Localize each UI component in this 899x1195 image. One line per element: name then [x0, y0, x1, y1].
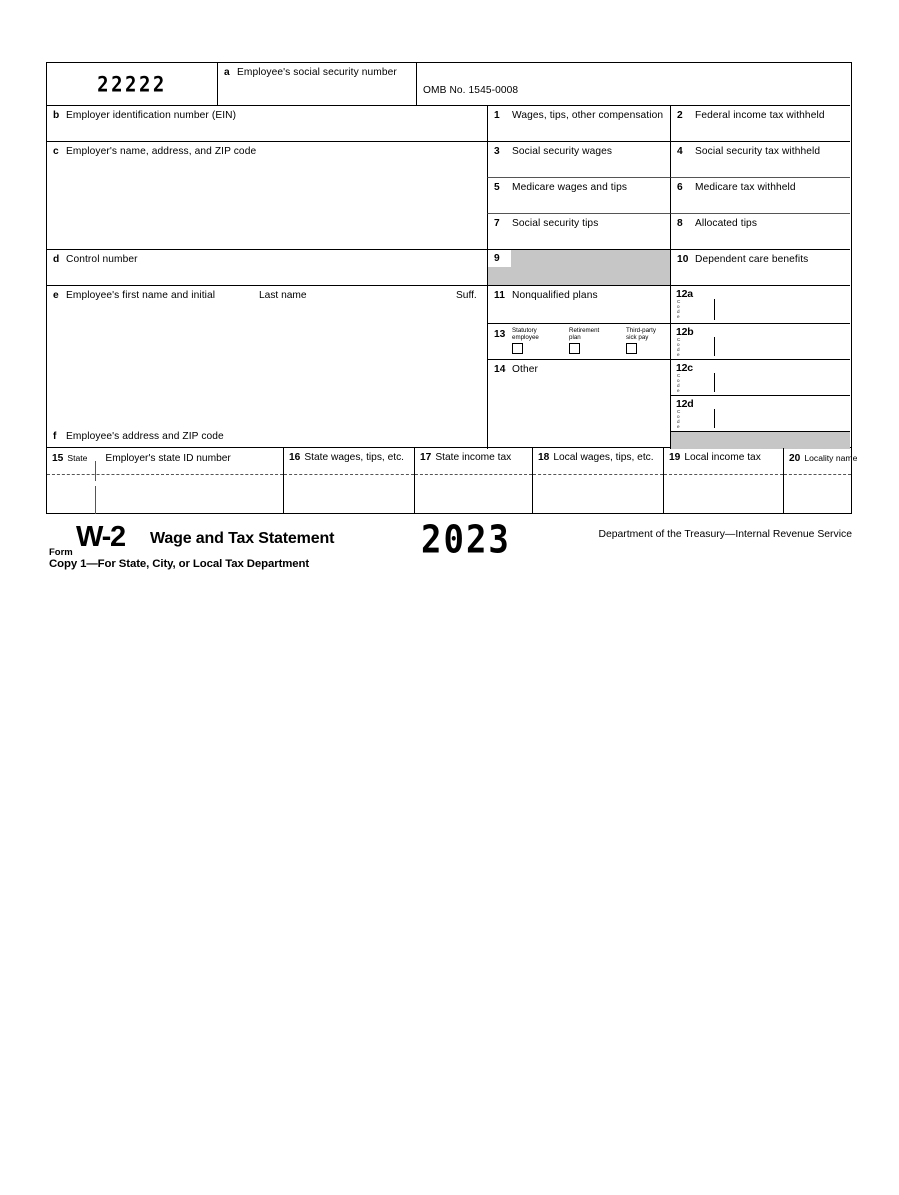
box-2-key: 2 — [677, 110, 683, 121]
code-letter-o: o — [677, 303, 680, 309]
box-19-dashed-divider — [664, 474, 783, 475]
box-8-allocated-tips[interactable] — [670, 213, 850, 249]
box-11-nonqualified-plans[interactable] — [487, 285, 670, 323]
box-6-key: 6 — [677, 182, 683, 193]
box-5-label: Medicare wages and tips — [512, 182, 628, 193]
box-4-label: Social security tax withheld — [695, 146, 821, 157]
box-e-last-name-label: Last name — [259, 290, 307, 301]
box-12a[interactable] — [670, 285, 850, 323]
third-party-sick-pay-line2: sick pay — [626, 334, 649, 341]
box-10-key: 10 — [677, 254, 689, 265]
code-letter-o: o — [677, 377, 680, 383]
box-18-label: Local wages, tips, etc. — [553, 452, 654, 463]
box-16-dashed-divider — [284, 474, 414, 475]
box-4-key: 4 — [677, 146, 683, 157]
box-e-suffix-label: Suff. — [456, 290, 477, 301]
form-number-w2: W-2 — [76, 521, 125, 553]
box-c-key: c — [53, 146, 59, 157]
box-15-key: 15 — [52, 453, 64, 464]
retirement-plan-checkbox[interactable] — [569, 343, 580, 354]
box-1-key: 1 — [494, 110, 500, 121]
retirement-plan-line1: Retirement — [569, 327, 600, 334]
box-19-label: Local income tax — [684, 452, 761, 463]
code-letter-e: e — [677, 313, 680, 319]
third-party-sick-pay-checkbox[interactable] — [626, 343, 637, 354]
box-14-other[interactable] — [487, 359, 670, 449]
box-12a-divider — [714, 299, 715, 320]
box-9-key: 9 — [494, 253, 500, 264]
code-letter-o: o — [677, 413, 680, 419]
w2-form-grid — [46, 62, 852, 448]
code-letter-d: d — [677, 308, 680, 314]
box-f-employee-address[interactable] — [47, 425, 487, 449]
box-6-medicare-tax[interactable] — [670, 177, 850, 213]
box-d-label: Control number — [66, 254, 138, 265]
box-15-employer-state-id-label: Employer's state ID number — [105, 453, 231, 464]
box-16-label: State wages, tips, etc. — [304, 452, 405, 463]
box-18-dashed-divider — [533, 474, 663, 475]
box-b-key: b — [53, 110, 60, 121]
box-10-dependent-care[interactable] — [670, 249, 850, 285]
form-title: Wage and Tax Statement — [150, 530, 335, 547]
copy-designation: Copy 1—For State, City, or Local Tax Department — [49, 558, 310, 570]
agency-line: Department of the Treasury—Internal Revenue Service — [598, 529, 852, 540]
box-12b-divider — [714, 337, 715, 356]
form-word-label: Form — [49, 547, 73, 558]
box-20-key: 20 — [789, 453, 801, 464]
box-17-key: 17 — [420, 452, 432, 463]
box-12b-code-stack — [677, 338, 680, 358]
box-c-employer[interactable] — [47, 141, 487, 249]
box-14-key: 14 — [494, 364, 506, 375]
box-12a-code-stack — [677, 300, 680, 320]
box-6-label: Medicare tax withheld — [695, 182, 796, 193]
box-8-key: 8 — [677, 218, 683, 229]
box-1-label: Wages, tips, other compensation — [512, 110, 664, 121]
box-7-label: Social security tips — [512, 218, 599, 229]
box-13-checkboxes — [487, 323, 670, 359]
box-1-wages[interactable] — [487, 105, 670, 141]
box-20-label: Locality name — [804, 453, 858, 463]
code-letter-e: e — [677, 423, 680, 429]
box-11-key: 11 — [494, 290, 505, 301]
checkbox-group-statutory-employee[interactable] — [512, 327, 539, 354]
box-f-key: f — [53, 431, 57, 442]
code-letter-e: e — [677, 351, 680, 357]
control-digits-cell — [47, 63, 217, 105]
box-19-local-income-tax[interactable] — [663, 448, 783, 513]
box-12c[interactable] — [670, 359, 850, 395]
statutory-employee-line2: employee — [512, 334, 539, 341]
box-15-dashed-divider — [47, 474, 283, 475]
box-16-state-wages[interactable] — [283, 448, 414, 513]
statutory-employee-checkbox[interactable] — [512, 343, 523, 354]
box-12c-code-stack — [677, 374, 680, 394]
box-b-label: Employer identification number (EIN) — [66, 110, 237, 121]
box-18-local-wages[interactable] — [532, 448, 663, 513]
box-12b-key: 12b — [676, 326, 694, 338]
box-3-key: 3 — [494, 146, 500, 157]
box-7-ss-tips[interactable] — [487, 213, 670, 249]
box-15-state[interactable] — [47, 448, 283, 513]
retirement-plan-line2: plan — [569, 334, 581, 341]
box-12b[interactable] — [670, 323, 850, 359]
box-19-key: 19 — [669, 452, 681, 463]
box-20-dashed-divider — [784, 474, 851, 475]
box-10-label: Dependent care benefits — [695, 254, 809, 265]
box-12d[interactable] — [670, 395, 850, 431]
code-letter-d: d — [677, 418, 680, 424]
code-letter-c: C — [677, 337, 681, 342]
box-12c-divider — [714, 373, 715, 392]
box-d-control-number[interactable] — [47, 249, 487, 285]
box-15-label: State — [67, 453, 88, 463]
box-17-label: State income tax — [435, 452, 512, 463]
box-e-employee-name[interactable] — [47, 285, 487, 425]
box-7-key: 7 — [494, 218, 500, 229]
box-2-label: Federal income tax withheld — [695, 110, 825, 121]
box-5-key: 5 — [494, 182, 500, 193]
omb-cell — [417, 63, 850, 105]
code-letter-c: C — [677, 299, 681, 304]
box-12a-key: 12a — [676, 288, 693, 300]
box-3-label: Social security wages — [512, 146, 613, 157]
code-letter-o: o — [677, 341, 680, 347]
box-14-label: Other — [512, 364, 538, 375]
box-12d-divider — [714, 409, 715, 428]
box-a-ssn[interactable] — [217, 63, 417, 105]
box-9-shaded — [487, 249, 670, 285]
box-e-label: Employee's first name and initial — [66, 290, 216, 301]
box-d-key: d — [53, 254, 60, 265]
box-13-key: 13 — [494, 329, 506, 340]
box-8-label: Allocated tips — [695, 218, 758, 229]
state-local-row — [46, 448, 858, 514]
statutory-employee-line1: Statutory — [512, 327, 537, 334]
box-b-ein[interactable] — [47, 105, 487, 141]
box-15-state-tick-upper — [95, 461, 96, 481]
box-18-key: 18 — [538, 452, 550, 463]
box-5-medicare-wages[interactable] — [487, 177, 670, 213]
code-letter-d: d — [677, 382, 680, 388]
code-letter-e: e — [677, 387, 680, 393]
box-12c-key: 12c — [676, 362, 693, 374]
box-17-dashed-divider — [415, 474, 532, 475]
checkbox-group-third-party-sick-pay[interactable] — [626, 327, 656, 354]
code-letter-d: d — [677, 346, 680, 352]
box-c-label: Employer's name, address, and ZIP code — [66, 146, 257, 157]
code-letter-c: C — [677, 373, 681, 378]
checkbox-group-retirement-plan[interactable] — [569, 327, 599, 354]
box-17-state-income-tax[interactable] — [414, 448, 532, 513]
tax-year: 2023 — [421, 517, 511, 563]
box-20-locality-name[interactable] — [783, 448, 858, 513]
box-12d-code-stack — [677, 410, 680, 430]
box-12d-key: 12d — [676, 398, 694, 410]
code-letter-c: C — [677, 409, 681, 414]
control-digits-value: 22222 — [97, 72, 167, 98]
box-2-fed-tax[interactable] — [670, 105, 850, 141]
box-f-label: Employee's address and ZIP code — [66, 431, 224, 442]
box-4-ss-tax[interactable] — [670, 141, 850, 177]
box-15-state-tick-lower — [95, 486, 96, 514]
box-16-key: 16 — [289, 452, 301, 463]
third-party-sick-pay-line1: Third-party — [626, 327, 656, 334]
box-a-key: a — [224, 67, 230, 78]
box-e-key: e — [53, 290, 59, 301]
box-a-label: Employee's social security number — [237, 67, 397, 78]
form-footer — [46, 517, 852, 580]
box-3-ss-wages[interactable] — [487, 141, 670, 177]
box-11-label: Nonqualified plans — [512, 290, 598, 301]
omb-number: OMB No. 1545-0008 — [423, 85, 519, 96]
shaded-strip-bottom-right — [670, 431, 850, 449]
